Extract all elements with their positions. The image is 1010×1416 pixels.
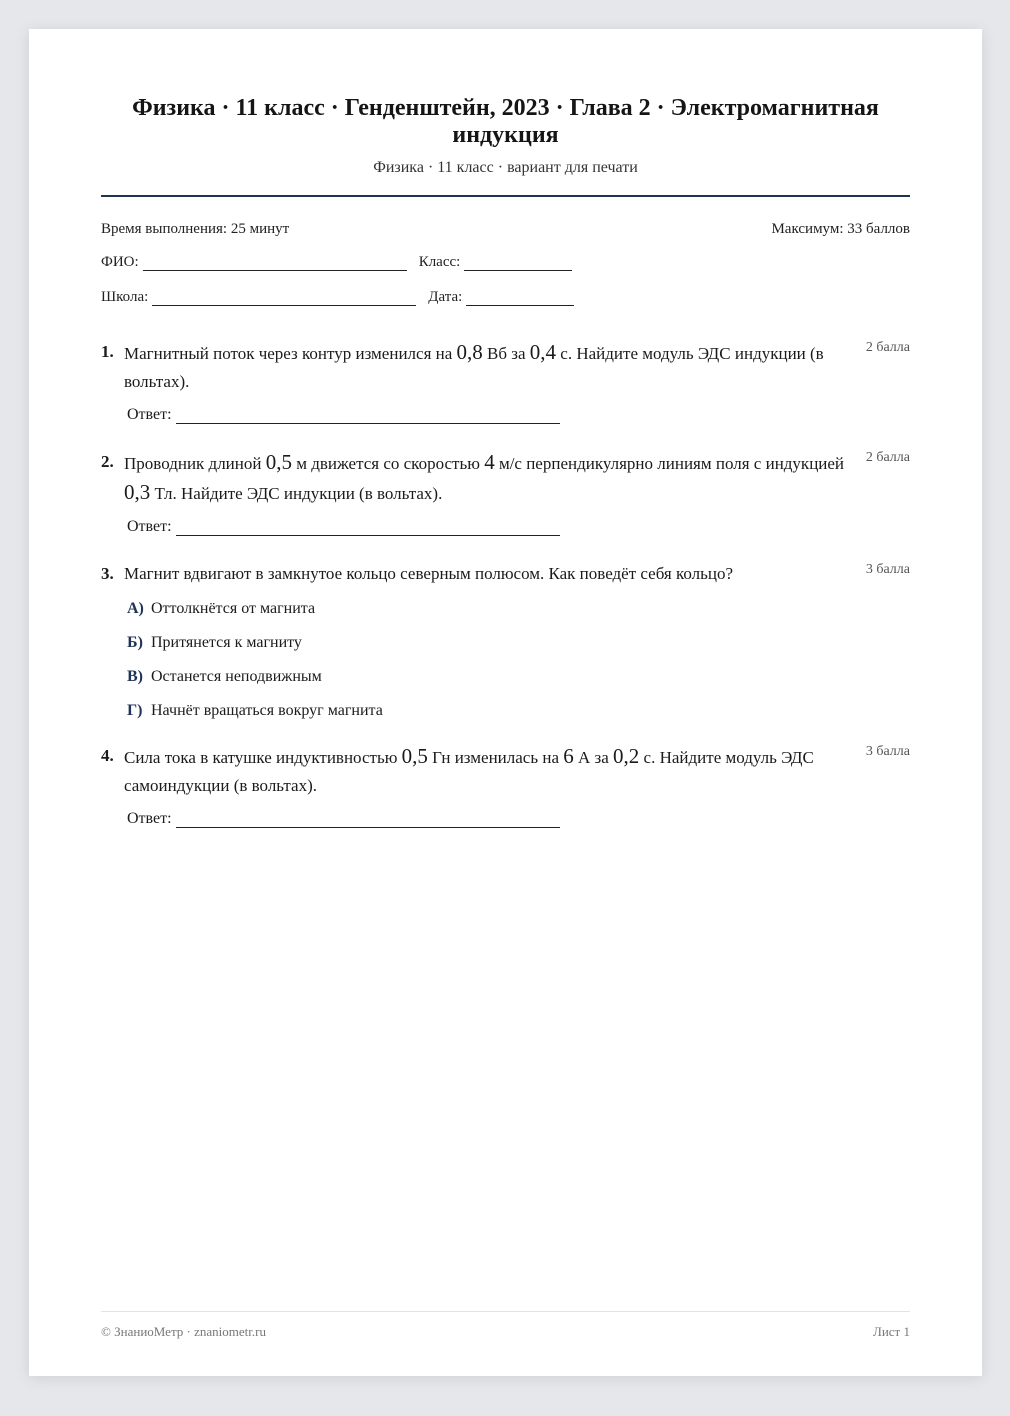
option-b[interactable] [127,632,910,654]
worksheet-page [29,29,982,1376]
answer-input-line[interactable] [176,409,560,424]
fio-label: ФИО: [101,254,139,270]
question-2 [101,448,910,536]
class-input-line[interactable] [464,256,572,271]
answer-label: Ответ: [127,810,172,827]
meta-row [101,221,910,238]
option-text: Останется неподвижным [151,668,322,685]
answer-input-line[interactable] [176,521,560,536]
question-text: Магнит вдвигают в замкнутое кольцо северным полюсом. Как поведёт себя кольцо? [124,564,734,583]
option-letter: А) [127,600,144,617]
question-number: 2. [101,452,114,471]
question-points: 2 балла [865,340,910,355]
answer-row [127,406,910,424]
date-input-line[interactable] [466,291,574,306]
question-text: Проводник длиной 0,5 м движется со скоростью 4 м/с перпендикулярно линиям поля с индукцией 0,3 Тл. Найдите ЭДС индукции (в вольтах). [124,450,845,504]
option-a[interactable] [127,598,910,620]
header-divider [101,195,910,197]
question-1 [101,338,910,424]
worksheet-content [101,95,910,828]
class-label: Класс: [418,254,461,270]
question-number: 1. [101,342,114,361]
question-points: 3 балла [865,744,910,759]
option-letter: В) [127,668,143,685]
page-footer [101,1311,910,1340]
date-label: Дата: [428,289,463,305]
question-text: Сила тока в катушке индуктивностью 0,5 Гн изменилась на 6 А за 0,2 с. Найдите модуль ЭДС самоиндукции (в вольтах). [124,744,814,795]
sheet-number: Лист 1 [873,1324,910,1339]
answer-row [127,810,910,828]
fio-input-line[interactable] [143,256,407,271]
answer-input-line[interactable] [176,813,560,828]
question-text: Магнитный поток через контур изменился на 0,8 Вб за 0,4 с. Найдите модуль ЭДС индукции (в вольтах). [124,340,824,391]
question-number: 4. [101,746,114,765]
time-limit: Время выполнения: 25 минут [101,221,290,237]
option-letter: Б) [127,634,143,651]
question-points: 3 балла [865,562,910,577]
option-c[interactable] [127,666,910,688]
question-number: 3. [101,564,114,583]
question-points: 2 балла [865,450,910,465]
question-4 [101,742,910,828]
school-label: Школа: [101,289,149,305]
max-score: Максимум: 33 баллов [771,221,910,237]
school-input-line[interactable] [152,291,416,306]
student-fields-row-1 [101,254,910,271]
option-letter: Г) [127,702,143,719]
question-3 [101,560,910,722]
student-fields-row-2 [101,289,910,306]
page-subtitle: Физика · 11 класс · вариант для печати [373,159,638,176]
answer-options [127,598,910,722]
answer-row [127,518,910,536]
page-title: Физика · 11 класс · Генденштейн, 2023 · Глава 2 · Электромагнитная индукция [132,95,879,148]
option-text: Оттолкнётся от магнита [151,600,316,617]
option-d[interactable] [127,700,910,722]
answer-label: Ответ: [127,518,172,535]
option-text: Начнёт вращаться вокруг магнита [151,702,383,719]
option-text: Притянется к магниту [151,634,302,651]
answer-label: Ответ: [127,406,172,423]
copyright-text: © ЗнаниоМетр · znaniometr.ru [101,1324,266,1339]
